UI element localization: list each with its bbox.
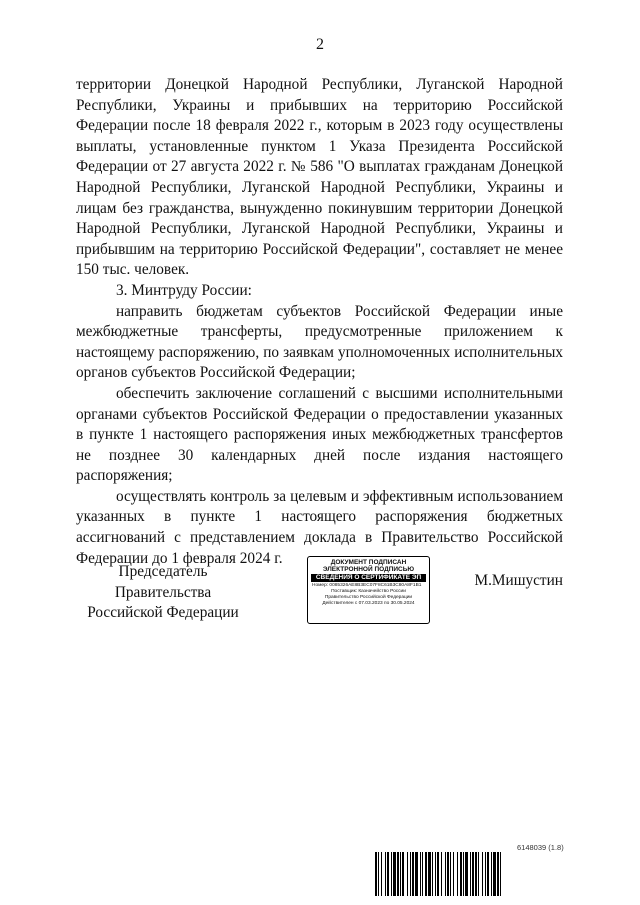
stamp-title-line1: ДОКУМЕНТ ПОДПИСАН (330, 559, 407, 566)
stamp-issuer-line2: Правительство Российской Федерации (324, 595, 413, 601)
stamp-certificate-band: СВЕДЕНИЯ О СЕРТИФИКАТЕ ЭП (311, 574, 426, 582)
stamp-title (308, 559, 429, 573)
paragraph-transfers: направить бюджетам субъектов Российской Федерации иные межбюджетные трансферты, предусмотренные приложением к настоящему распоряжению, по заявкам уполномоченных исполнительных органов субъектов Российской Федерации; (76, 302, 563, 382)
paragraph-control: осуществлять контроль за целевым и эффективным использованием указанных в пункте 1 настоящего распоряжения бюджетных ассигнований с представлением доклада в Правительство Российской Федерации до 1 февраля 2024 г. (76, 487, 563, 567)
paragraph-continuation: территории Донецкой Народной Республики, Луганской Народной Республики, Украины и прибывших на территорию Российской Федерации после 18 февраля 2022 г., которым в 2023 году осуществлены выплаты, установленные пунктом 1 Указа Президента Российской Федерации от 27 августа 2022 г. № 586 "О выплатах гражданам Донецкой Народной Республики, Луганской Народной Республики, Украины и лицам без гражданства, вынужденно покинувшим территории Донецкой Народной Республики, Луганской Народной Республики, Украины и прибывшим на территорию Российской Федерации", составляет не менее 150 тыс. человек. (76, 76, 563, 279)
electronic-signature-stamp (307, 556, 430, 624)
stamp-title-line2: ЭЛЕКТРОННОЙ ПОДПИСЬЮ (322, 566, 415, 574)
document-code: 6148039 (1.8) (517, 843, 564, 852)
barcode-icon (375, 852, 563, 896)
stamp-cert-number: Номер: 0085326AE8B3EC07F8C61B3C80A8F1B1 (312, 583, 422, 589)
signatory-position-line2: Российской Федерации (87, 604, 239, 622)
page-number: 2 (316, 36, 324, 53)
signatory-name: М.Мишустин (474, 572, 563, 589)
document-body (76, 75, 563, 569)
paragraph-agreements: обеспечить заключение соглашений с высшими исполнительными органами субъектов Российской Федерации о предоставлении указанных в пункте 1 настоящего распоряжения иных межбюджетных трансфертов не позднее 30 календарных дней после издания настоящего распоряжения; (76, 384, 563, 485)
signatory-position (78, 562, 248, 624)
paragraph-item-3: 3. Минтруду России: (116, 281, 252, 299)
stamp-validity: Действителен с 07.03.2023 по 30.05.2024 (322, 601, 415, 607)
signatory-position-line1: Председатель Правительства (114, 563, 212, 601)
stamp-issuer-line1: Поставщик: Казначейство России (331, 589, 406, 595)
